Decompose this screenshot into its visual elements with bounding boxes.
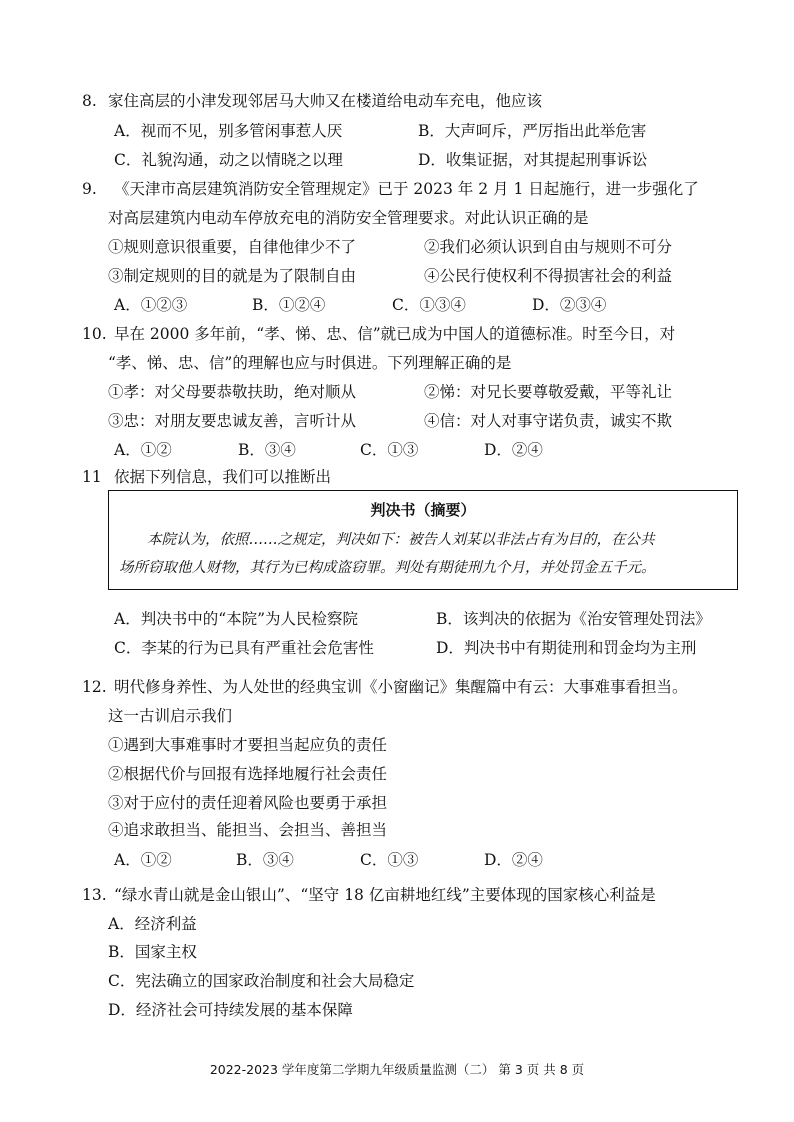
q10-option-c: C．①③ <box>360 441 419 459</box>
q9-number: 9. <box>82 180 97 198</box>
q10-statement-1: ①孝：对父母要恭敬扶助，绝对顺从 <box>108 383 357 401</box>
page-footer: 2022-2023 学年度第二学期九年级质量监测（二） 第 3 页 共 8 页 <box>209 1062 585 1077</box>
q10-stem-line-1: 早在 2000 多年前，“孝、悌、忠、信”就已成为中国人的道德标准。时至今日，对 <box>114 325 676 343</box>
q12-option-d: D．②④ <box>484 851 543 869</box>
q13-option-a: A．经济利益 <box>108 915 197 933</box>
q9-statement-4: ④公民行使权利不得损害社会的利益 <box>424 267 673 285</box>
q9-option-d: D．②③④ <box>532 296 607 314</box>
q13-stem: “绿水青山就是金山银山”、“坚守 18 亿亩耕地红线”主要体现的国家核心利益是 <box>114 886 656 904</box>
q12-option-b: B．③④ <box>236 851 294 869</box>
q11-option-b: B．该判决的依据为《治安管理处罚法》 <box>436 610 711 628</box>
q12-statement-3: ③对于应付的责任迎着风险也要勇于承担 <box>108 794 388 812</box>
judgment-box-text-2: 场所窃取他人财物，其行为已构成盗窃罪。判处有期徒刑九个月，并处罚金五千元。 <box>119 560 656 576</box>
q12-option-a: A．①② <box>114 851 172 869</box>
q13-option-b: B．国家主权 <box>108 943 197 961</box>
q9-option-b: B．①②④ <box>252 296 326 314</box>
q10-option-d: D．②④ <box>484 441 543 459</box>
q13-number: 13. <box>82 886 107 904</box>
q10-option-b: B．③④ <box>238 441 296 459</box>
q12-statement-2: ②根据代价与回报有选择地履行社会责任 <box>108 765 388 783</box>
q11-option-c: C．李某的行为已具有严重社会危害性 <box>114 639 374 657</box>
q10-stem-line-2: “孝、悌、忠、信”的理解也应与时俱进。下列理解正确的是 <box>108 354 512 372</box>
q8-option-a: A．视而不见，别多管闲事惹人厌 <box>114 122 343 140</box>
q11-stem: 依据下列信息，我们可以推断出 <box>114 468 332 486</box>
q9-option-a: A．①②③ <box>114 296 188 314</box>
q8-option-d: D．收集证据，对其提起刑事诉讼 <box>418 151 648 169</box>
q12-stem-line-2: 这一古训启示我们 <box>108 707 233 725</box>
q10-statement-3: ③忠：对朋友要忠诚友善，言听计从 <box>108 412 357 430</box>
q10-number: 10. <box>82 325 107 343</box>
q8-option-c: C．礼貌沟通，动之以情晓之以理 <box>114 151 343 169</box>
judgment-box-title: 判决书（摘要） <box>370 501 476 519</box>
q9-statement-3: ③制定规则的目的就是为了限制自由 <box>108 267 357 285</box>
q12-statement-1: ①遇到大事难事时才要担当起应负的责任 <box>108 736 388 754</box>
q8-stem: 家住高层的小津发现邻居马大帅又在楼道给电动车充电，他应该 <box>108 92 543 110</box>
q12-number: 12. <box>82 678 107 696</box>
q13-option-c: C．宪法确立的国家政治制度和社会大局稳定 <box>108 972 415 990</box>
q8-number: 8. <box>82 92 97 110</box>
q11-option-d: D．判决书中有期徒刑和罚金均为主刑 <box>436 639 697 657</box>
q10-option-a: A．①② <box>114 441 172 459</box>
q9-stem-line-2: 对高层建筑内电动车停放充电的消防安全管理要求。对此认识正确的是 <box>108 209 589 227</box>
q11-option-a: A．判决书中的“本院”为人民检察院 <box>114 610 359 628</box>
judgment-box-text-1: 本院认为，依照……之规定，判决如下：被告人刘某以非法占有为目的，在公共 <box>147 532 655 548</box>
q12-stem-line-1: 明代修身养性、为人处世的经典宝训《小窗幽记》集醒篇中有云：大事难事看担当。 <box>114 678 688 696</box>
q10-statement-2: ②悌：对兄长要尊敬爱戴，平等礼让 <box>424 383 673 401</box>
q13-option-d: D．经济社会可持续发展的基本保障 <box>108 1001 353 1019</box>
q9-stem-line-1: 《天津市高层建筑消防安全管理规定》已于 2023 年 2 月 1 日起施行，进一步强化了 <box>114 180 699 198</box>
q12-statement-4: ④追求敢担当、能担当、会担当、善担当 <box>108 821 388 839</box>
q9-statement-1: ①规则意识很重要，自律他律少不了 <box>108 238 357 256</box>
judgment-box <box>108 490 738 590</box>
q11-number: 11 <box>82 468 102 486</box>
q8-option-b: B．大声呵斥，严厉指出此举危害 <box>418 122 647 140</box>
q9-option-c: C．①③④ <box>392 296 466 314</box>
q10-statement-4: ④信：对人对事守诺负责，诚实不欺 <box>424 412 673 430</box>
q12-option-c: C．①③ <box>360 851 419 869</box>
q9-statement-2: ②我们必须认识到自由与规则不可分 <box>424 238 673 256</box>
